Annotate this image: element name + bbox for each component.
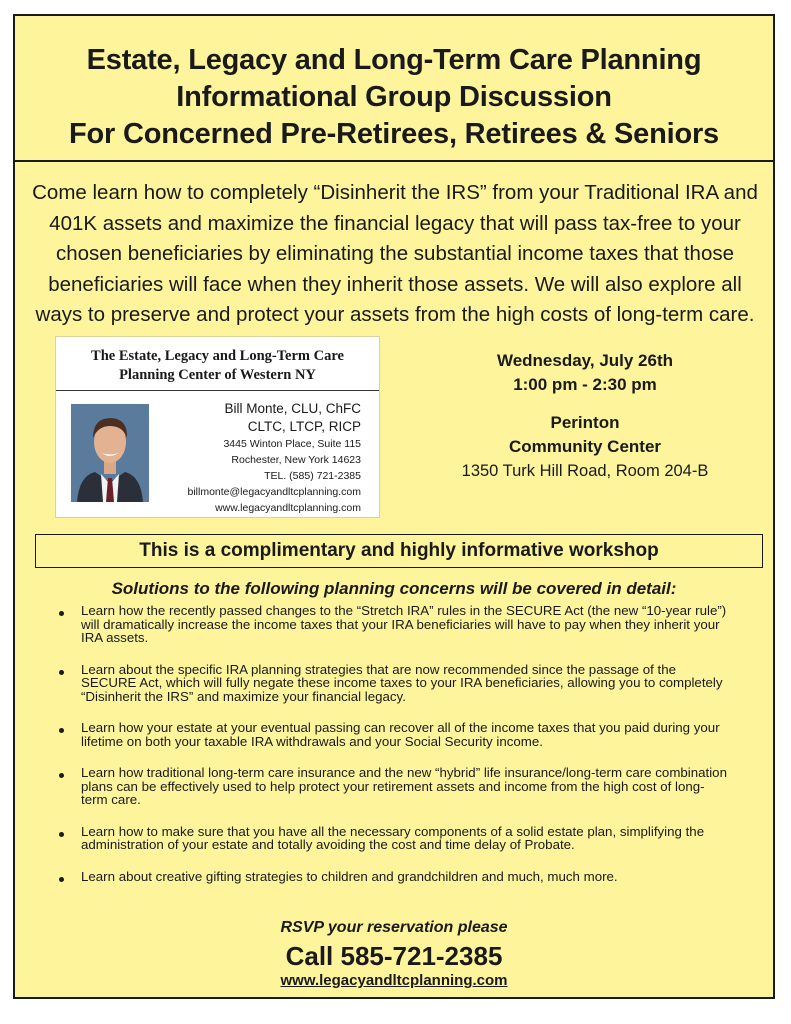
card-website[interactable]: www.legacyandltcplanning.com	[215, 502, 361, 514]
advisor-name: Bill Monte, CLU, ChFC	[224, 401, 361, 416]
complimentary-banner: This is a complimentary and highly informative workshop	[35, 534, 763, 568]
event-address: 1350 Turk Hill Road, Room 204-B	[461, 462, 709, 480]
bullet-icon	[59, 670, 64, 675]
list-item: Learn how to make sure that you have all the necessary components of a solid estate plan, simplifying the administration of your estate and totally avoiding the cost and time delay of Probate.	[55, 825, 730, 852]
card-divider	[56, 390, 379, 391]
rsvp-phone[interactable]: Call 585-721-2385	[285, 941, 503, 971]
office-address-2: Rochester, New York 14623	[231, 454, 361, 466]
bullet-icon	[59, 728, 64, 733]
topics-list	[55, 604, 730, 901]
footer-website-link[interactable]: www.legacyandltcplanning.com	[280, 972, 508, 989]
bullet-icon	[59, 611, 64, 616]
topics-subheading: Solutions to the following planning concerns will be covered in detail:	[111, 579, 677, 598]
list-item: Learn about creative gifting strategies to children and grandchildren and much, much more.	[55, 870, 730, 884]
bullet-icon	[59, 832, 64, 837]
list-item: Learn how traditional long-term care insurance and the new “hybrid” life insurance/long-term care combination plans can be effectively used to help protect your retirement assets and income from the high cost of long-term care.	[55, 766, 730, 807]
card-title-line-1: The Estate, Legacy and Long-Term Care	[91, 348, 344, 364]
event-time: 1:00 pm - 2:30 pm	[513, 375, 657, 394]
flyer	[13, 14, 775, 999]
office-address-1: 3445 Winton Place, Suite 115	[223, 438, 361, 450]
rsvp-text: RSVP your reservation please	[280, 919, 508, 936]
intro-paragraph: Come learn how to completely “Disinherit the IRS” from your Traditional IRA and 401K assets and maximize the financial legacy that will pass tax-free to your chosen beneficiaries by eliminating the substantial income taxes that those beneficiaries will face when they inherit those assets. We will also explore all ways to preserve and protect your assets from the high costs of long-term care.	[32, 181, 758, 326]
list-item: Learn about the specific IRA planning strategies that are now recommended since the passage of the SECURE Act, which will fully negate these income taxes to your IRA beneficiaries, allowing you to completely “Disinherit the IRS” and maximize your financial legacy.	[55, 663, 730, 704]
advisor-credentials: CLTC, LTCP, RICP	[247, 419, 361, 434]
headline-line-2: Informational Group Discussion	[176, 81, 612, 113]
event-date: Wednesday, July 26th	[496, 351, 674, 370]
headline-line-3: For Concerned Pre-Retirees, Retirees & Seniors	[69, 118, 719, 150]
card-title	[56, 347, 379, 385]
list-item: Learn how the recently passed changes to the “Stretch IRA” rules in the SECURE Act (the new “10-year rule”) will dramatically increase the income taxes that your IRA beneficiaries will have to pay when they inherit your IRA assets.	[55, 604, 730, 645]
event-venue-1: Perinton	[550, 413, 620, 432]
card-contact	[187, 400, 361, 516]
office-phone: TEL. (585) 721-2385	[264, 470, 361, 482]
advisor-email[interactable]: billmonte@legacyandltcplanning.com	[187, 486, 361, 498]
bullet-icon	[59, 877, 64, 882]
card-title-line-2: Planning Center of Western NY	[119, 367, 316, 383]
bullet-icon	[59, 773, 64, 778]
headline-line-1: Estate, Legacy and Long-Term Care Planning	[86, 44, 702, 76]
event-details	[425, 349, 745, 483]
list-item: Learn how your estate at your eventual passing can recover all of the income taxes that you paid during your lifetime on both your taxable IRA withdrawals and your Social Security income.	[55, 721, 730, 748]
business-card	[55, 336, 380, 518]
advisor-photo	[71, 404, 149, 502]
header	[15, 16, 773, 162]
event-venue-2: Community Center	[508, 437, 662, 456]
